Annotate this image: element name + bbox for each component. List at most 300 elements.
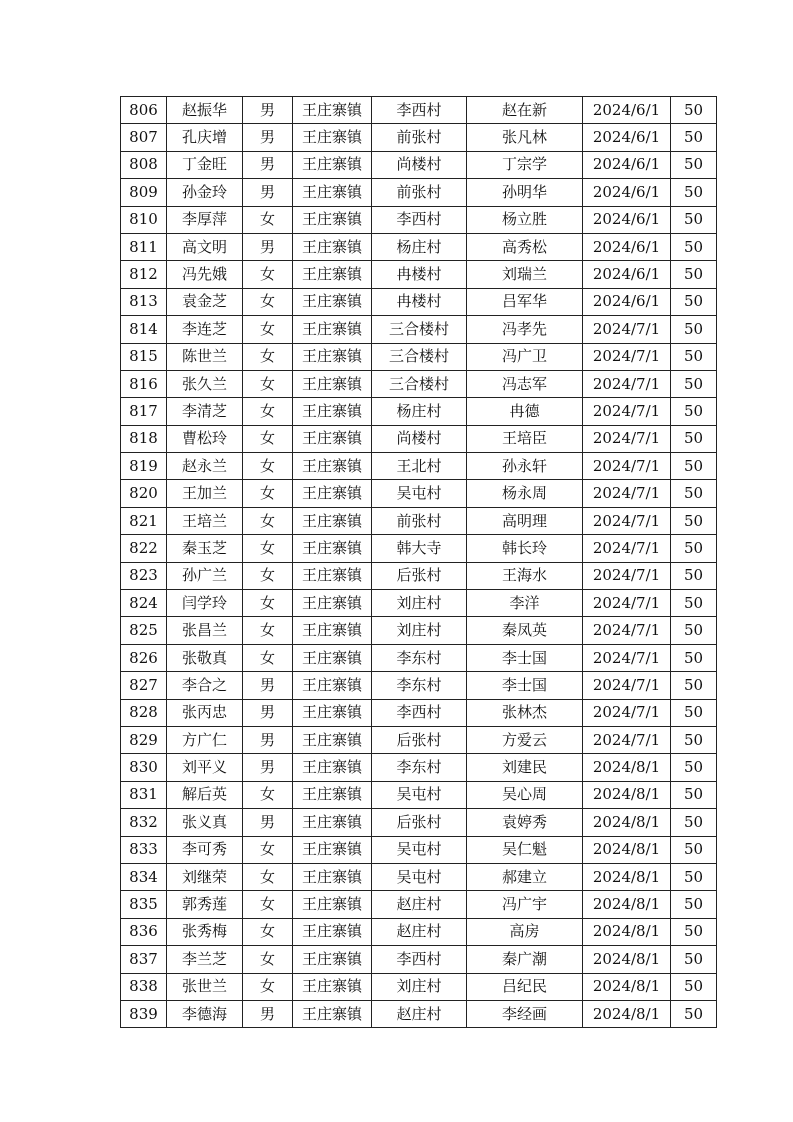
date-cell: 2024/6/1 — [583, 288, 671, 315]
table-row — [121, 891, 717, 918]
date-cell: 2024/7/1 — [583, 316, 671, 343]
town-cell: 王庄寨镇 — [293, 261, 372, 288]
gender-cell: 女 — [243, 781, 293, 808]
table-row — [121, 151, 717, 178]
name-cell: 丁金旺 — [167, 151, 243, 178]
village-cell: 三合楼村 — [372, 316, 467, 343]
contact-name-cell: 李士国 — [467, 644, 583, 671]
date-cell: 2024/7/1 — [583, 370, 671, 397]
amount-cell: 50 — [671, 1000, 717, 1027]
date-cell: 2024/7/1 — [583, 590, 671, 617]
gender-cell: 女 — [243, 507, 293, 534]
gender-cell: 女 — [243, 343, 293, 370]
name-cell: 秦玉芝 — [167, 535, 243, 562]
row-number-cell: 819 — [121, 453, 167, 480]
table-row — [121, 672, 717, 699]
contact-name-cell: 冯广宇 — [467, 891, 583, 918]
row-number-cell: 826 — [121, 644, 167, 671]
village-cell: 尚楼村 — [372, 151, 467, 178]
name-cell: 解后英 — [167, 781, 243, 808]
row-number-cell: 834 — [121, 863, 167, 890]
contact-name-cell: 李洋 — [467, 590, 583, 617]
town-cell: 王庄寨镇 — [293, 97, 372, 124]
name-cell: 冯先娥 — [167, 261, 243, 288]
village-cell: 刘庄村 — [372, 617, 467, 644]
contact-name-cell: 方爱云 — [467, 726, 583, 753]
village-cell: 三合楼村 — [372, 370, 467, 397]
name-cell: 李厚萍 — [167, 206, 243, 233]
village-cell: 前张村 — [372, 179, 467, 206]
table-row — [121, 1000, 717, 1027]
village-cell: 尚楼村 — [372, 425, 467, 452]
contact-name-cell: 李经画 — [467, 1000, 583, 1027]
contact-name-cell: 冯广卫 — [467, 343, 583, 370]
amount-cell: 50 — [671, 316, 717, 343]
table-row — [121, 863, 717, 890]
amount-cell: 50 — [671, 261, 717, 288]
contact-name-cell: 高秀松 — [467, 233, 583, 260]
date-cell: 2024/6/1 — [583, 206, 671, 233]
gender-cell: 女 — [243, 891, 293, 918]
contact-name-cell: 李士国 — [467, 672, 583, 699]
contact-name-cell: 冉德 — [467, 398, 583, 425]
village-cell: 李西村 — [372, 699, 467, 726]
amount-cell: 50 — [671, 781, 717, 808]
gender-cell: 女 — [243, 836, 293, 863]
table-row — [121, 699, 717, 726]
amount-cell: 50 — [671, 179, 717, 206]
roster-table — [120, 96, 717, 1028]
table-row — [121, 918, 717, 945]
date-cell: 2024/7/1 — [583, 425, 671, 452]
row-number-cell: 817 — [121, 398, 167, 425]
village-cell: 吴屯村 — [372, 781, 467, 808]
amount-cell: 50 — [671, 562, 717, 589]
amount-cell: 50 — [671, 124, 717, 151]
date-cell: 2024/8/1 — [583, 836, 671, 863]
village-cell: 赵庄村 — [372, 891, 467, 918]
date-cell: 2024/6/1 — [583, 179, 671, 206]
town-cell: 王庄寨镇 — [293, 507, 372, 534]
village-cell: 李东村 — [372, 672, 467, 699]
table-row — [121, 644, 717, 671]
table-row — [121, 562, 717, 589]
date-cell: 2024/6/1 — [583, 261, 671, 288]
contact-name-cell: 吕纪民 — [467, 973, 583, 1000]
name-cell: 王加兰 — [167, 480, 243, 507]
table-row — [121, 809, 717, 836]
amount-cell: 50 — [671, 809, 717, 836]
town-cell: 王庄寨镇 — [293, 480, 372, 507]
amount-cell: 50 — [671, 535, 717, 562]
village-cell: 吴屯村 — [372, 863, 467, 890]
name-cell: 赵永兰 — [167, 453, 243, 480]
village-cell: 后张村 — [372, 809, 467, 836]
amount-cell: 50 — [671, 891, 717, 918]
amount-cell: 50 — [671, 672, 717, 699]
name-cell: 刘平义 — [167, 754, 243, 781]
date-cell: 2024/6/1 — [583, 151, 671, 178]
town-cell: 王庄寨镇 — [293, 809, 372, 836]
table-row — [121, 453, 717, 480]
amount-cell: 50 — [671, 699, 717, 726]
village-cell: 前张村 — [372, 507, 467, 534]
name-cell: 张敬真 — [167, 644, 243, 671]
village-cell: 冉楼村 — [372, 261, 467, 288]
gender-cell: 男 — [243, 233, 293, 260]
amount-cell: 50 — [671, 151, 717, 178]
contact-name-cell: 刘建民 — [467, 754, 583, 781]
row-number-cell: 829 — [121, 726, 167, 753]
gender-cell: 男 — [243, 699, 293, 726]
contact-name-cell: 冯志军 — [467, 370, 583, 397]
contact-name-cell: 杨永周 — [467, 480, 583, 507]
amount-cell: 50 — [671, 973, 717, 1000]
gender-cell: 男 — [243, 179, 293, 206]
village-cell: 刘庄村 — [372, 590, 467, 617]
row-number-cell: 807 — [121, 124, 167, 151]
date-cell: 2024/8/1 — [583, 918, 671, 945]
contact-name-cell: 赵在新 — [467, 97, 583, 124]
town-cell: 王庄寨镇 — [293, 973, 372, 1000]
date-cell: 2024/8/1 — [583, 809, 671, 836]
table-row — [121, 754, 717, 781]
table-row — [121, 124, 717, 151]
date-cell: 2024/7/1 — [583, 343, 671, 370]
date-cell: 2024/6/1 — [583, 124, 671, 151]
gender-cell: 女 — [243, 316, 293, 343]
amount-cell: 50 — [671, 726, 717, 753]
date-cell: 2024/7/1 — [583, 562, 671, 589]
village-cell: 王北村 — [372, 453, 467, 480]
name-cell: 闫学玲 — [167, 590, 243, 617]
village-cell: 吴屯村 — [372, 836, 467, 863]
table-row — [121, 590, 717, 617]
contact-name-cell: 张林杰 — [467, 699, 583, 726]
town-cell: 王庄寨镇 — [293, 946, 372, 973]
row-number-cell: 816 — [121, 370, 167, 397]
amount-cell: 50 — [671, 480, 717, 507]
row-number-cell: 827 — [121, 672, 167, 699]
date-cell: 2024/8/1 — [583, 1000, 671, 1027]
row-number-cell: 828 — [121, 699, 167, 726]
date-cell: 2024/8/1 — [583, 891, 671, 918]
table-row — [121, 343, 717, 370]
village-cell: 后张村 — [372, 726, 467, 753]
name-cell: 张久兰 — [167, 370, 243, 397]
gender-cell: 女 — [243, 590, 293, 617]
town-cell: 王庄寨镇 — [293, 1000, 372, 1027]
date-cell: 2024/7/1 — [583, 672, 671, 699]
gender-cell: 女 — [243, 644, 293, 671]
table-row — [121, 261, 717, 288]
row-number-cell: 809 — [121, 179, 167, 206]
contact-name-cell: 秦凤英 — [467, 617, 583, 644]
row-number-cell: 806 — [121, 97, 167, 124]
amount-cell: 50 — [671, 946, 717, 973]
gender-cell: 女 — [243, 617, 293, 644]
date-cell: 2024/8/1 — [583, 946, 671, 973]
amount-cell: 50 — [671, 97, 717, 124]
table-row — [121, 480, 717, 507]
village-cell: 吴屯村 — [372, 480, 467, 507]
village-cell: 赵庄村 — [372, 918, 467, 945]
town-cell: 王庄寨镇 — [293, 370, 372, 397]
gender-cell: 男 — [243, 672, 293, 699]
name-cell: 郭秀莲 — [167, 891, 243, 918]
gender-cell: 女 — [243, 261, 293, 288]
amount-cell: 50 — [671, 398, 717, 425]
row-number-cell: 811 — [121, 233, 167, 260]
name-cell: 陈世兰 — [167, 343, 243, 370]
amount-cell: 50 — [671, 617, 717, 644]
town-cell: 王庄寨镇 — [293, 179, 372, 206]
gender-cell: 女 — [243, 918, 293, 945]
town-cell: 王庄寨镇 — [293, 754, 372, 781]
amount-cell: 50 — [671, 425, 717, 452]
name-cell: 孔庆增 — [167, 124, 243, 151]
town-cell: 王庄寨镇 — [293, 398, 372, 425]
row-number-cell: 833 — [121, 836, 167, 863]
date-cell: 2024/8/1 — [583, 863, 671, 890]
town-cell: 王庄寨镇 — [293, 562, 372, 589]
name-cell: 袁金芝 — [167, 288, 243, 315]
amount-cell: 50 — [671, 343, 717, 370]
amount-cell: 50 — [671, 233, 717, 260]
date-cell: 2024/7/1 — [583, 644, 671, 671]
gender-cell: 女 — [243, 370, 293, 397]
contact-name-cell: 高房 — [467, 918, 583, 945]
gender-cell: 女 — [243, 562, 293, 589]
date-cell: 2024/7/1 — [583, 453, 671, 480]
town-cell: 王庄寨镇 — [293, 535, 372, 562]
date-cell: 2024/7/1 — [583, 535, 671, 562]
table-row — [121, 617, 717, 644]
amount-cell: 50 — [671, 453, 717, 480]
row-number-cell: 820 — [121, 480, 167, 507]
name-cell: 张秀梅 — [167, 918, 243, 945]
amount-cell: 50 — [671, 863, 717, 890]
contact-name-cell: 王海水 — [467, 562, 583, 589]
row-number-cell: 818 — [121, 425, 167, 452]
gender-cell: 男 — [243, 151, 293, 178]
gender-cell: 男 — [243, 1000, 293, 1027]
row-number-cell: 831 — [121, 781, 167, 808]
town-cell: 王庄寨镇 — [293, 644, 372, 671]
gender-cell: 男 — [243, 124, 293, 151]
table-row — [121, 288, 717, 315]
contact-name-cell: 袁婷秀 — [467, 809, 583, 836]
gender-cell: 女 — [243, 946, 293, 973]
date-cell: 2024/7/1 — [583, 617, 671, 644]
table-row — [121, 179, 717, 206]
row-number-cell: 813 — [121, 288, 167, 315]
row-number-cell: 837 — [121, 946, 167, 973]
table-row — [121, 425, 717, 452]
date-cell: 2024/6/1 — [583, 233, 671, 260]
town-cell: 王庄寨镇 — [293, 151, 372, 178]
village-cell: 李西村 — [372, 946, 467, 973]
town-cell: 王庄寨镇 — [293, 316, 372, 343]
gender-cell: 女 — [243, 480, 293, 507]
contact-name-cell: 吴仁魁 — [467, 836, 583, 863]
gender-cell: 男 — [243, 726, 293, 753]
table-row — [121, 836, 717, 863]
gender-cell: 女 — [243, 535, 293, 562]
name-cell: 李德海 — [167, 1000, 243, 1027]
table-row — [121, 206, 717, 233]
gender-cell: 女 — [243, 453, 293, 480]
village-cell: 李东村 — [372, 754, 467, 781]
row-number-cell: 839 — [121, 1000, 167, 1027]
town-cell: 王庄寨镇 — [293, 425, 372, 452]
row-number-cell: 814 — [121, 316, 167, 343]
table-row — [121, 726, 717, 753]
row-number-cell: 824 — [121, 590, 167, 617]
date-cell: 2024/7/1 — [583, 699, 671, 726]
table-row — [121, 946, 717, 973]
date-cell: 2024/7/1 — [583, 726, 671, 753]
village-cell: 韩大寺 — [372, 535, 467, 562]
gender-cell: 女 — [243, 425, 293, 452]
village-cell: 杨庄村 — [372, 398, 467, 425]
amount-cell: 50 — [671, 836, 717, 863]
name-cell: 张世兰 — [167, 973, 243, 1000]
contact-name-cell: 丁宗学 — [467, 151, 583, 178]
village-cell: 李西村 — [372, 97, 467, 124]
town-cell: 王庄寨镇 — [293, 781, 372, 808]
date-cell: 2024/8/1 — [583, 973, 671, 1000]
table-row — [121, 97, 717, 124]
amount-cell: 50 — [671, 644, 717, 671]
town-cell: 王庄寨镇 — [293, 699, 372, 726]
date-cell: 2024/7/1 — [583, 507, 671, 534]
name-cell: 刘继荣 — [167, 863, 243, 890]
table-row — [121, 781, 717, 808]
row-number-cell: 821 — [121, 507, 167, 534]
name-cell: 张昌兰 — [167, 617, 243, 644]
town-cell: 王庄寨镇 — [293, 124, 372, 151]
town-cell: 王庄寨镇 — [293, 343, 372, 370]
village-cell: 后张村 — [372, 562, 467, 589]
name-cell: 赵振华 — [167, 97, 243, 124]
village-cell: 杨庄村 — [372, 233, 467, 260]
row-number-cell: 830 — [121, 754, 167, 781]
gender-cell: 男 — [243, 97, 293, 124]
amount-cell: 50 — [671, 206, 717, 233]
name-cell: 李兰芝 — [167, 946, 243, 973]
contact-name-cell: 吕军华 — [467, 288, 583, 315]
name-cell: 方广仁 — [167, 726, 243, 753]
row-number-cell: 825 — [121, 617, 167, 644]
town-cell: 王庄寨镇 — [293, 672, 372, 699]
name-cell: 李连芝 — [167, 316, 243, 343]
contact-name-cell: 郝建立 — [467, 863, 583, 890]
name-cell: 曹松玲 — [167, 425, 243, 452]
village-cell: 前张村 — [372, 124, 467, 151]
name-cell: 张丙忠 — [167, 699, 243, 726]
town-cell: 王庄寨镇 — [293, 617, 372, 644]
name-cell: 李合之 — [167, 672, 243, 699]
town-cell: 王庄寨镇 — [293, 891, 372, 918]
row-number-cell: 808 — [121, 151, 167, 178]
table-row — [121, 398, 717, 425]
gender-cell: 女 — [243, 398, 293, 425]
row-number-cell: 835 — [121, 891, 167, 918]
contact-name-cell: 吴心周 — [467, 781, 583, 808]
gender-cell: 女 — [243, 206, 293, 233]
village-cell: 三合楼村 — [372, 343, 467, 370]
name-cell: 张义真 — [167, 809, 243, 836]
name-cell: 高文明 — [167, 233, 243, 260]
amount-cell: 50 — [671, 754, 717, 781]
contact-name-cell: 韩长玲 — [467, 535, 583, 562]
gender-cell: 男 — [243, 754, 293, 781]
date-cell: 2024/8/1 — [583, 781, 671, 808]
row-number-cell: 815 — [121, 343, 167, 370]
row-number-cell: 836 — [121, 918, 167, 945]
amount-cell: 50 — [671, 288, 717, 315]
roster-table-body — [121, 97, 717, 1028]
village-cell: 刘庄村 — [372, 973, 467, 1000]
village-cell: 李东村 — [372, 644, 467, 671]
contact-name-cell: 孙永轩 — [467, 453, 583, 480]
gender-cell: 女 — [243, 973, 293, 1000]
name-cell: 李可秀 — [167, 836, 243, 863]
town-cell: 王庄寨镇 — [293, 836, 372, 863]
row-number-cell: 823 — [121, 562, 167, 589]
row-number-cell: 838 — [121, 973, 167, 1000]
table-row — [121, 973, 717, 1000]
row-number-cell: 832 — [121, 809, 167, 836]
contact-name-cell: 刘瑞兰 — [467, 261, 583, 288]
gender-cell: 女 — [243, 863, 293, 890]
date-cell: 2024/7/1 — [583, 480, 671, 507]
name-cell: 李清芝 — [167, 398, 243, 425]
table-row — [121, 316, 717, 343]
town-cell: 王庄寨镇 — [293, 726, 372, 753]
amount-cell: 50 — [671, 507, 717, 534]
town-cell: 王庄寨镇 — [293, 453, 372, 480]
village-cell: 李西村 — [372, 206, 467, 233]
town-cell: 王庄寨镇 — [293, 206, 372, 233]
contact-name-cell: 孙明华 — [467, 179, 583, 206]
amount-cell: 50 — [671, 590, 717, 617]
row-number-cell: 810 — [121, 206, 167, 233]
gender-cell: 女 — [243, 288, 293, 315]
village-cell: 冉楼村 — [372, 288, 467, 315]
village-cell: 赵庄村 — [372, 1000, 467, 1027]
town-cell: 王庄寨镇 — [293, 288, 372, 315]
town-cell: 王庄寨镇 — [293, 590, 372, 617]
date-cell: 2024/7/1 — [583, 398, 671, 425]
row-number-cell: 822 — [121, 535, 167, 562]
contact-name-cell: 杨立胜 — [467, 206, 583, 233]
contact-name-cell: 秦广潮 — [467, 946, 583, 973]
table-row — [121, 370, 717, 397]
amount-cell: 50 — [671, 918, 717, 945]
amount-cell: 50 — [671, 370, 717, 397]
town-cell: 王庄寨镇 — [293, 863, 372, 890]
name-cell: 孙金玲 — [167, 179, 243, 206]
date-cell: 2024/8/1 — [583, 754, 671, 781]
town-cell: 王庄寨镇 — [293, 918, 372, 945]
table-row — [121, 507, 717, 534]
table-row — [121, 535, 717, 562]
date-cell: 2024/6/1 — [583, 97, 671, 124]
row-number-cell: 812 — [121, 261, 167, 288]
contact-name-cell: 王培臣 — [467, 425, 583, 452]
